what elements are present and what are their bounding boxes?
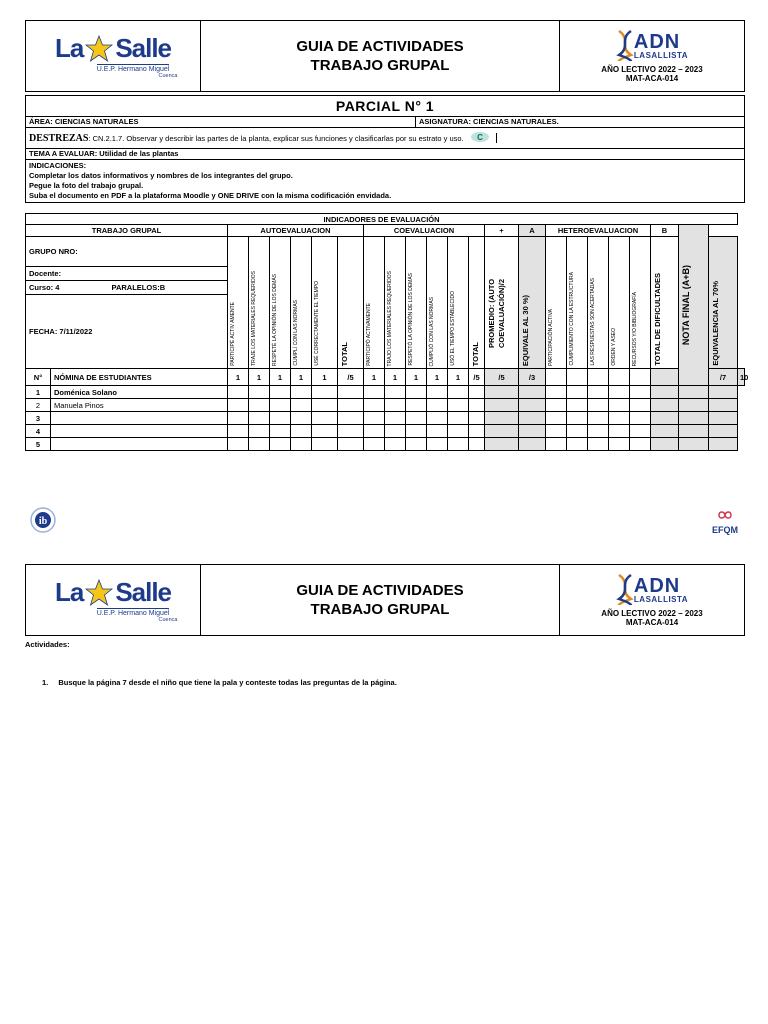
header-title (201, 565, 560, 635)
promedio-header (485, 237, 519, 369)
indicators-title: INDICADORES DE EVALUACIÓN (26, 214, 738, 225)
star-icon (84, 578, 114, 608)
score-cell: /5 (338, 369, 364, 386)
coe-item-label: PARTICIPÓ ACTIVAMENTE (366, 303, 372, 366)
brand-text: La (54, 577, 84, 607)
brand-text: La (54, 33, 84, 63)
auto-item-label: TRAJE LOS MATERIALES REQUERIDOS (251, 271, 257, 366)
evaluation-table (25, 213, 749, 451)
score-cell: /7 (709, 369, 738, 386)
tema-field: TEMA A EVALUAR: Utilidad de las plantas (26, 148, 744, 159)
adn-text: ADN (633, 575, 681, 597)
dna-icon (616, 29, 634, 63)
svg-text:ib: ib (38, 516, 48, 527)
total-label: TOTAL (340, 341, 349, 366)
hetero-item-3 (588, 237, 609, 369)
adn-block (560, 565, 744, 635)
score-cell: 1 (406, 369, 427, 386)
score-cell: /5 (469, 369, 485, 386)
total-dificultades-header (651, 237, 679, 369)
score-cell: /5 (485, 369, 519, 386)
nota-final-label: NOTA FINAL (A+B) (681, 264, 691, 346)
lasallista-text: LASALLISTA (633, 51, 689, 60)
lasalle-logo (26, 565, 201, 635)
footer-logos (25, 505, 745, 545)
school-name: U.E.P. Hermano Miguel (96, 66, 170, 73)
score-row (26, 369, 745, 386)
score-cell: /3 (519, 369, 546, 386)
asignatura-field: ASIGNATURA: CIENCIAS NATURALES. (419, 117, 559, 126)
auto-item-4 (291, 237, 312, 369)
student-row (26, 425, 745, 438)
parcial-title: PARCIAL N° 1 (335, 98, 435, 114)
coe-item-5 (448, 237, 469, 369)
promedio-label: PROMEDIO: (AUTO COEVALUACIÓN)/2 (487, 278, 506, 348)
page-header-2 (25, 564, 745, 636)
auto-item-label: RESPETÉ LA OPINIÓN DE LOS DEMÁS (272, 274, 278, 366)
score-cell: 10 (738, 369, 745, 386)
score-cell: 1 (270, 369, 291, 386)
coe-item-1 (364, 237, 385, 369)
auto-item-label: CUMPLÍ CON LAS NORMAS (293, 300, 299, 366)
coe-item-label: RESPETÓ LA OPINIÓN DE LOS DEMÁS (408, 273, 414, 366)
brand-text-2: Salle (115, 33, 172, 63)
coe-item-label: USÓ EL TIEMPO ESTABLECIDO (450, 291, 456, 366)
docente-field: Docente: (26, 267, 228, 281)
coevaluacion-header: COEVALUACION (364, 225, 485, 237)
student-number: 1 (26, 386, 51, 399)
student-number: 2 (26, 399, 51, 412)
document-code: MAT-ACA-014 (625, 618, 679, 627)
a-header: A (519, 225, 546, 237)
coe-item-4 (427, 237, 448, 369)
activity-number: 1. (42, 678, 49, 687)
hetero-item-4 (609, 237, 630, 369)
auto-item-label: USÉ CORRECTAMENTE EL TIEMPO (314, 281, 320, 366)
title-line-2: TRABAJO GRUPAL (310, 601, 450, 618)
coe-item-label: TRAJO LOS MATERIALES REQUERIDOS (387, 270, 393, 366)
equivale30-header (519, 237, 546, 369)
text-cursor (496, 133, 497, 143)
coe-total (469, 237, 485, 369)
school-name: U.E.P. Hermano Miguel (96, 610, 170, 617)
equiv70-label: EQUIVALENCIA AL 70% (711, 281, 720, 366)
infinity-icon (717, 510, 733, 520)
score-cell: 1 (385, 369, 406, 386)
hetero-item-label: PARTICIPACIÓN ACTIVA (548, 309, 554, 366)
title-line-2: TRABAJO GRUPAL (310, 57, 450, 74)
svg-text:C: C (476, 133, 483, 142)
score-cell: 1 (228, 369, 249, 386)
activity-item-1 (42, 678, 397, 687)
student-row (26, 399, 745, 412)
auto-item-3 (270, 237, 291, 369)
hetero-item-label: ORDEN Y ASEO (611, 328, 617, 366)
comment-icon (468, 131, 490, 145)
nota-final-header-cell (679, 225, 709, 386)
auto-total (338, 237, 364, 369)
equivale30-label: EQUIVALE AL 30 %) (521, 294, 530, 366)
school-city: Cuenca (158, 617, 178, 623)
ib-logo-icon (30, 507, 56, 533)
header-title (201, 21, 560, 91)
curso-field: Curso: 4 (29, 283, 60, 292)
coe-item-label: CUMPLIÓ CON LAS NORMAS (429, 296, 435, 366)
hetero-item-2 (567, 237, 588, 369)
curso-row (26, 281, 228, 295)
grupo-field: GRUPO NRO: (26, 237, 228, 267)
student-row (26, 438, 745, 451)
score-cell: 1 (448, 369, 469, 386)
hetero-item-label: CUMPLIMIENTO CON LA ESTRUCTURA (569, 272, 575, 366)
brand-text-2: Salle (115, 577, 172, 607)
efqm-text: EFQM (712, 525, 738, 535)
student-row (26, 386, 745, 399)
student-number: 4 (26, 425, 51, 438)
equiv70-header (709, 237, 738, 369)
activities-label: Actividades: (25, 640, 70, 649)
hetero-item-label: LAS RESPUESTAS SON ACERTADAS (590, 278, 596, 366)
total-dificultades-label: TOTAL DE DIFICULTADES (653, 273, 662, 366)
auto-item-5 (312, 237, 338, 369)
indicacion-3: Suba el documento en PDF a la plataforma Moodle y ONE DRIVE con la misma codificación envidada. (29, 191, 392, 200)
indicacion-1: Completar los datos informativos y nombres de los integrantes del grupo. (29, 171, 293, 180)
heteroevaluacion-header: HETEROEVALUACION (546, 225, 651, 237)
auto-item-2 (249, 237, 270, 369)
student-name (51, 438, 228, 451)
score-cell: 1 (249, 369, 270, 386)
lasallista-text: LASALLISTA (633, 595, 689, 604)
student-name (51, 425, 228, 438)
coe-item-3 (406, 237, 427, 369)
star-icon (84, 34, 114, 64)
document-code: MAT-ACA-014 (625, 74, 679, 83)
adn-logo (616, 29, 688, 63)
student-name: Doménica Solano (51, 386, 228, 399)
paralelos-field: PARALELOS:B (111, 283, 166, 292)
destrezas-label: DESTREZAS (29, 132, 89, 144)
student-name (51, 412, 228, 425)
num-header: N° (26, 369, 51, 386)
plus-header: + (485, 225, 519, 237)
score-cell: 1 (291, 369, 312, 386)
efqm-logo (705, 507, 745, 535)
adn-logo (616, 573, 688, 607)
hetero-item-5 (630, 237, 651, 369)
school-year: AÑO LECTIVO 2022 – 2023 (601, 65, 703, 74)
score-cell: 1 (364, 369, 385, 386)
total-label: TOTAL (471, 341, 480, 366)
autoevaluacion-header: AUTOEVALUACION (228, 225, 364, 237)
score-cell: 1 (312, 369, 338, 386)
student-number: 3 (26, 412, 51, 425)
school-city: Cuenca (158, 73, 178, 79)
school-year: AÑO LECTIVO 2022 – 2023 (601, 609, 703, 618)
dna-icon (616, 573, 634, 607)
info-section (25, 95, 745, 203)
page-header (25, 20, 745, 92)
student-number: 5 (26, 438, 51, 451)
destrezas-text: : CN.2.1.7. Observar y describir las partes de la planta, explicar sus funciones y clasificarlas por su estrato y uso. (88, 133, 464, 143)
auto-item-1 (228, 237, 249, 369)
student-name: Manuela Pinos (51, 399, 228, 412)
student-row (26, 412, 745, 425)
hetero-item-1 (546, 237, 567, 369)
fecha-field: FECHA: 7/11/2022 (26, 295, 228, 369)
hetero-item-label: RECURSOS Y/O BIBLIOGRAFÍA (632, 291, 638, 366)
auto-item-label: PARTICIPÉ ACTIV AMENTE (230, 302, 236, 366)
trabajo-grupal-header: TRABAJO GRUPAL (26, 225, 228, 237)
b-header: B (651, 225, 679, 237)
title-line-1: GUIA DE ACTIVIDADES (296, 582, 464, 599)
indicaciones-title: INDICACIONES: (29, 161, 87, 170)
title-line-1: GUIA DE ACTIVIDADES (296, 38, 464, 55)
coe-item-2 (385, 237, 406, 369)
adn-block (560, 21, 744, 91)
nomina-header: NÓMINA DE ESTUDIANTES (51, 369, 228, 386)
lasalle-logo (26, 21, 201, 91)
indicacion-2: Pegue la foto del trabajo grupal. (29, 181, 144, 190)
score-cell: 1 (427, 369, 448, 386)
area-field: ÁREA: CIENCIAS NATURALES (26, 117, 416, 127)
adn-text: ADN (633, 31, 681, 53)
activity-text: Busque la página 7 desde el niño que tiene la pala y conteste todas las preguntas de la página. (58, 678, 397, 687)
